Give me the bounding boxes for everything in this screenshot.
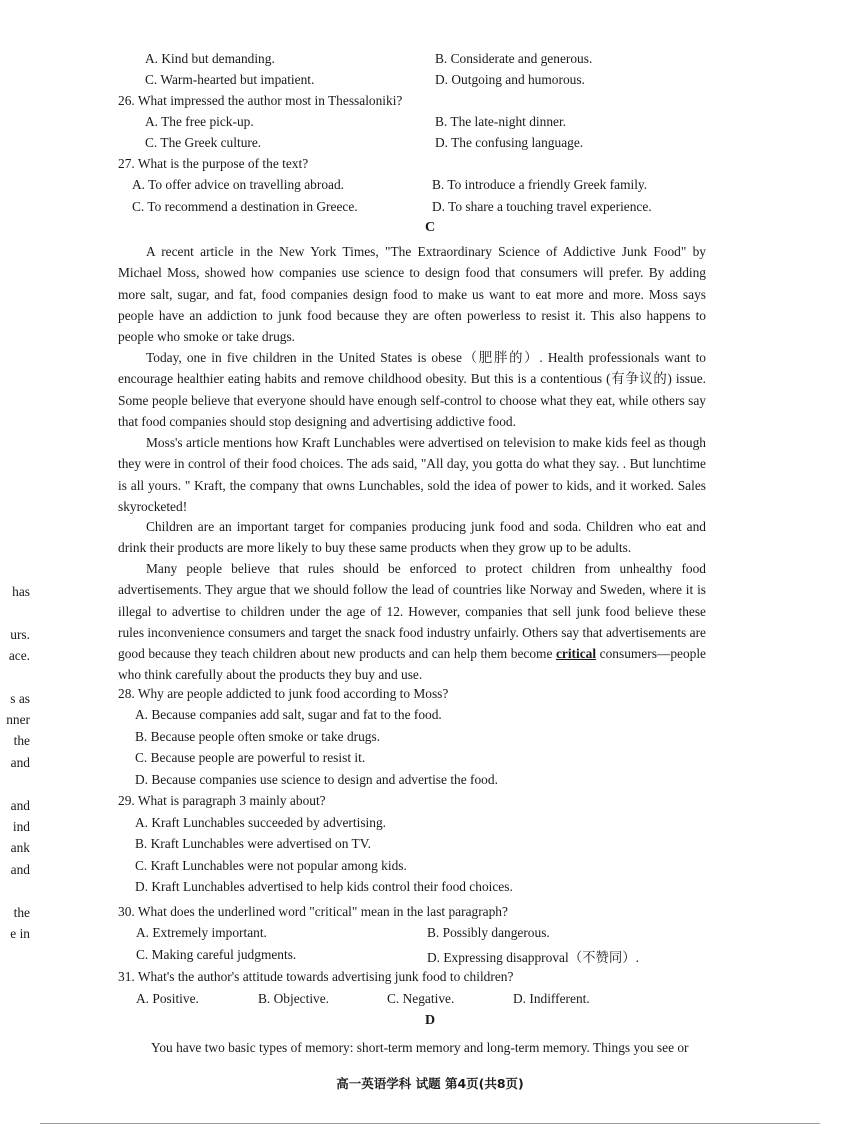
margin-fragment: urs.: [10, 627, 30, 642]
paragraph-text: Many people believe that rules should be enforced to protect children from unhealthy food advertisements. They argue that we should follow the lead of countries like Norway and Sweden, where it is illegal to advertise to children under the age of 12. However, companies that sell junk food believe these rules inconvenience consumers and target the snack food industry unfairly. Others say that advertisements are good because they teach children about new products and can help them become: [118, 561, 706, 662]
margin-fragment: nner: [6, 712, 30, 727]
q29-question: 29. What is paragraph 3 mainly about?: [118, 793, 326, 808]
q25-option-c: C. Warm-hearted but impatient.: [145, 72, 315, 87]
passage-d-paragraph-1: [118, 1037, 706, 1058]
q29-option-d: D. Kraft Lunchables advertised to help kids control their food choices.: [135, 879, 513, 894]
q30-option-d: D. Expressing disapproval（不赞同）.: [427, 950, 639, 965]
q31-question: 31. What's the author's attitude towards advertising junk food to children?: [118, 969, 514, 984]
margin-fragment: the: [13, 905, 30, 920]
q27-option-d: D. To share a touching travel experience.: [432, 199, 652, 214]
underlined-word-critical: critical: [555, 646, 597, 662]
margin-fragment: the: [13, 733, 30, 748]
margin-fragment: and: [10, 862, 30, 877]
q26-option-a: A. The free pick-up.: [145, 114, 254, 129]
q26-question: 26. What impressed the author most in Thessaloniki?: [118, 93, 403, 108]
q30-options-row-2: [0, 947, 860, 967]
q31-option-d: D. Indifferent.: [513, 991, 590, 1006]
q30-option-a: A. Extremely important.: [136, 925, 267, 940]
q27-options-row-2: [0, 199, 860, 219]
q30-question: 30. What does the underlined word "critical" mean in the last paragraph?: [118, 904, 508, 919]
q27-option-c: C. To recommend a destination in Greece.: [132, 199, 358, 214]
margin-fragment: ind: [12, 819, 30, 834]
margin-fragment: ace.: [8, 648, 30, 663]
q25-option-d: D. Outgoing and humorous.: [435, 72, 585, 87]
q28-option-c: C. Because people are powerful to resist it.: [135, 750, 366, 765]
page-footer: 高一英语学科 试题 第4页(共8页): [336, 1076, 524, 1091]
q29-option-c: C. Kraft Lunchables were not popular among kids.: [135, 858, 407, 873]
q25-option-b: B. Considerate and generous.: [435, 51, 593, 66]
paragraph-text: consumers—people who think carefully about the products they buy and use.: [118, 646, 707, 683]
passage-c-paragraph-4: [118, 516, 706, 559]
q31-option-a: A. Positive.: [136, 991, 199, 1006]
q27-options-row-1: [0, 177, 860, 197]
paragraph-text: Today, one in five children in the United States is obese（肥胖的）. Health professionals want to encourage healthier eating habits and remove childhood obesity. But this is a contentious (有争议的) issue. Some people believe that everyone should have enough self-control to choose what they eat, while others say that food companies should stop designing and advertising addictive food.: [118, 350, 706, 429]
q27-option-b: B. To introduce a friendly Greek family.: [432, 177, 648, 192]
q30-option-b: B. Possibly dangerous.: [427, 925, 550, 940]
q27-question: 27. What is the purpose of the text?: [118, 156, 309, 171]
paragraph-text: You have two basic types of memory: short-term memory and long-term memory. Things you see or: [151, 1040, 689, 1055]
q31-options-row: [0, 991, 860, 1011]
margin-fragment: s as: [10, 691, 30, 706]
q30-options-row-1: [0, 925, 860, 945]
paragraph-text: Moss's article mentions how Kraft Lunchables were advertised on television to make kids feel as though they were in control of their food choices. The ads said, "All day, you gotta do what they say. . But lunchtime is all yours. " Kraft, the company that owns Lunchables, sold the idea of power to kids, and it worked. Sales skyrocketed!: [118, 435, 706, 514]
margin-fragment: has: [12, 584, 30, 599]
paragraph-text: Children are an important target for companies producing junk food and soda. Children who eat and drink their products are more likely to buy these same products when they grow up to be adults.: [118, 519, 706, 556]
passage-c-paragraph-5: [118, 558, 706, 686]
q29-option-a: A. Kraft Lunchables succeeded by advertising.: [135, 815, 386, 830]
q26-options-row-2: [0, 135, 860, 155]
q25-option-a: A. Kind but demanding.: [145, 51, 275, 66]
q26-option-b: B. The late-night dinner.: [435, 114, 567, 129]
margin-fragment: e in: [10, 926, 30, 941]
q28-option-b: B. Because people often smoke or take drugs.: [135, 729, 381, 744]
passage-c-paragraph-2: [118, 347, 706, 432]
q26-option-d: D. The confusing language.: [435, 135, 584, 150]
section-c-heading: C: [424, 220, 436, 235]
q25-options-row-1: [0, 51, 860, 71]
q26-options-row-1: [0, 114, 860, 134]
q26-option-c: C. The Greek culture.: [145, 135, 262, 150]
paragraph-text: A recent article in the New York Times, "The Extraordinary Science of Addictive Junk Food" by Michael Moss, showed how companies use science to design food that consumers will prefer. By adding more salt, sugar, and fat, food companies design food to make us want to eat more and more. Moss says people have an addiction to junk food because they are often powerless to resist it. This also happens to people who smoke or take drugs.: [118, 244, 706, 345]
section-d-heading: D: [424, 1013, 436, 1028]
bottom-divider: [40, 1123, 820, 1124]
q30-option-c: C. Making careful judgments.: [136, 947, 297, 962]
q29-option-b: B. Kraft Lunchables were advertised on TV.: [135, 836, 372, 851]
q28-option-a: A. Because companies add salt, sugar and fat to the food.: [135, 707, 442, 722]
q31-option-b: B. Objective.: [258, 991, 330, 1006]
margin-fragment: ank: [10, 840, 30, 855]
q31-option-c: C. Negative.: [387, 991, 455, 1006]
passage-c-paragraph-1: [118, 241, 706, 347]
margin-fragment: and: [10, 755, 30, 770]
q27-option-a: A. To offer advice on travelling abroad.: [132, 177, 344, 192]
q28-question: 28. Why are people addicted to junk food according to Moss?: [118, 686, 449, 701]
q25-options-row-2: [0, 72, 860, 92]
passage-c-paragraph-3: [118, 432, 706, 517]
margin-fragment: and: [10, 798, 30, 813]
q28-option-d: D. Because companies use science to design and advertise the food.: [135, 772, 498, 787]
